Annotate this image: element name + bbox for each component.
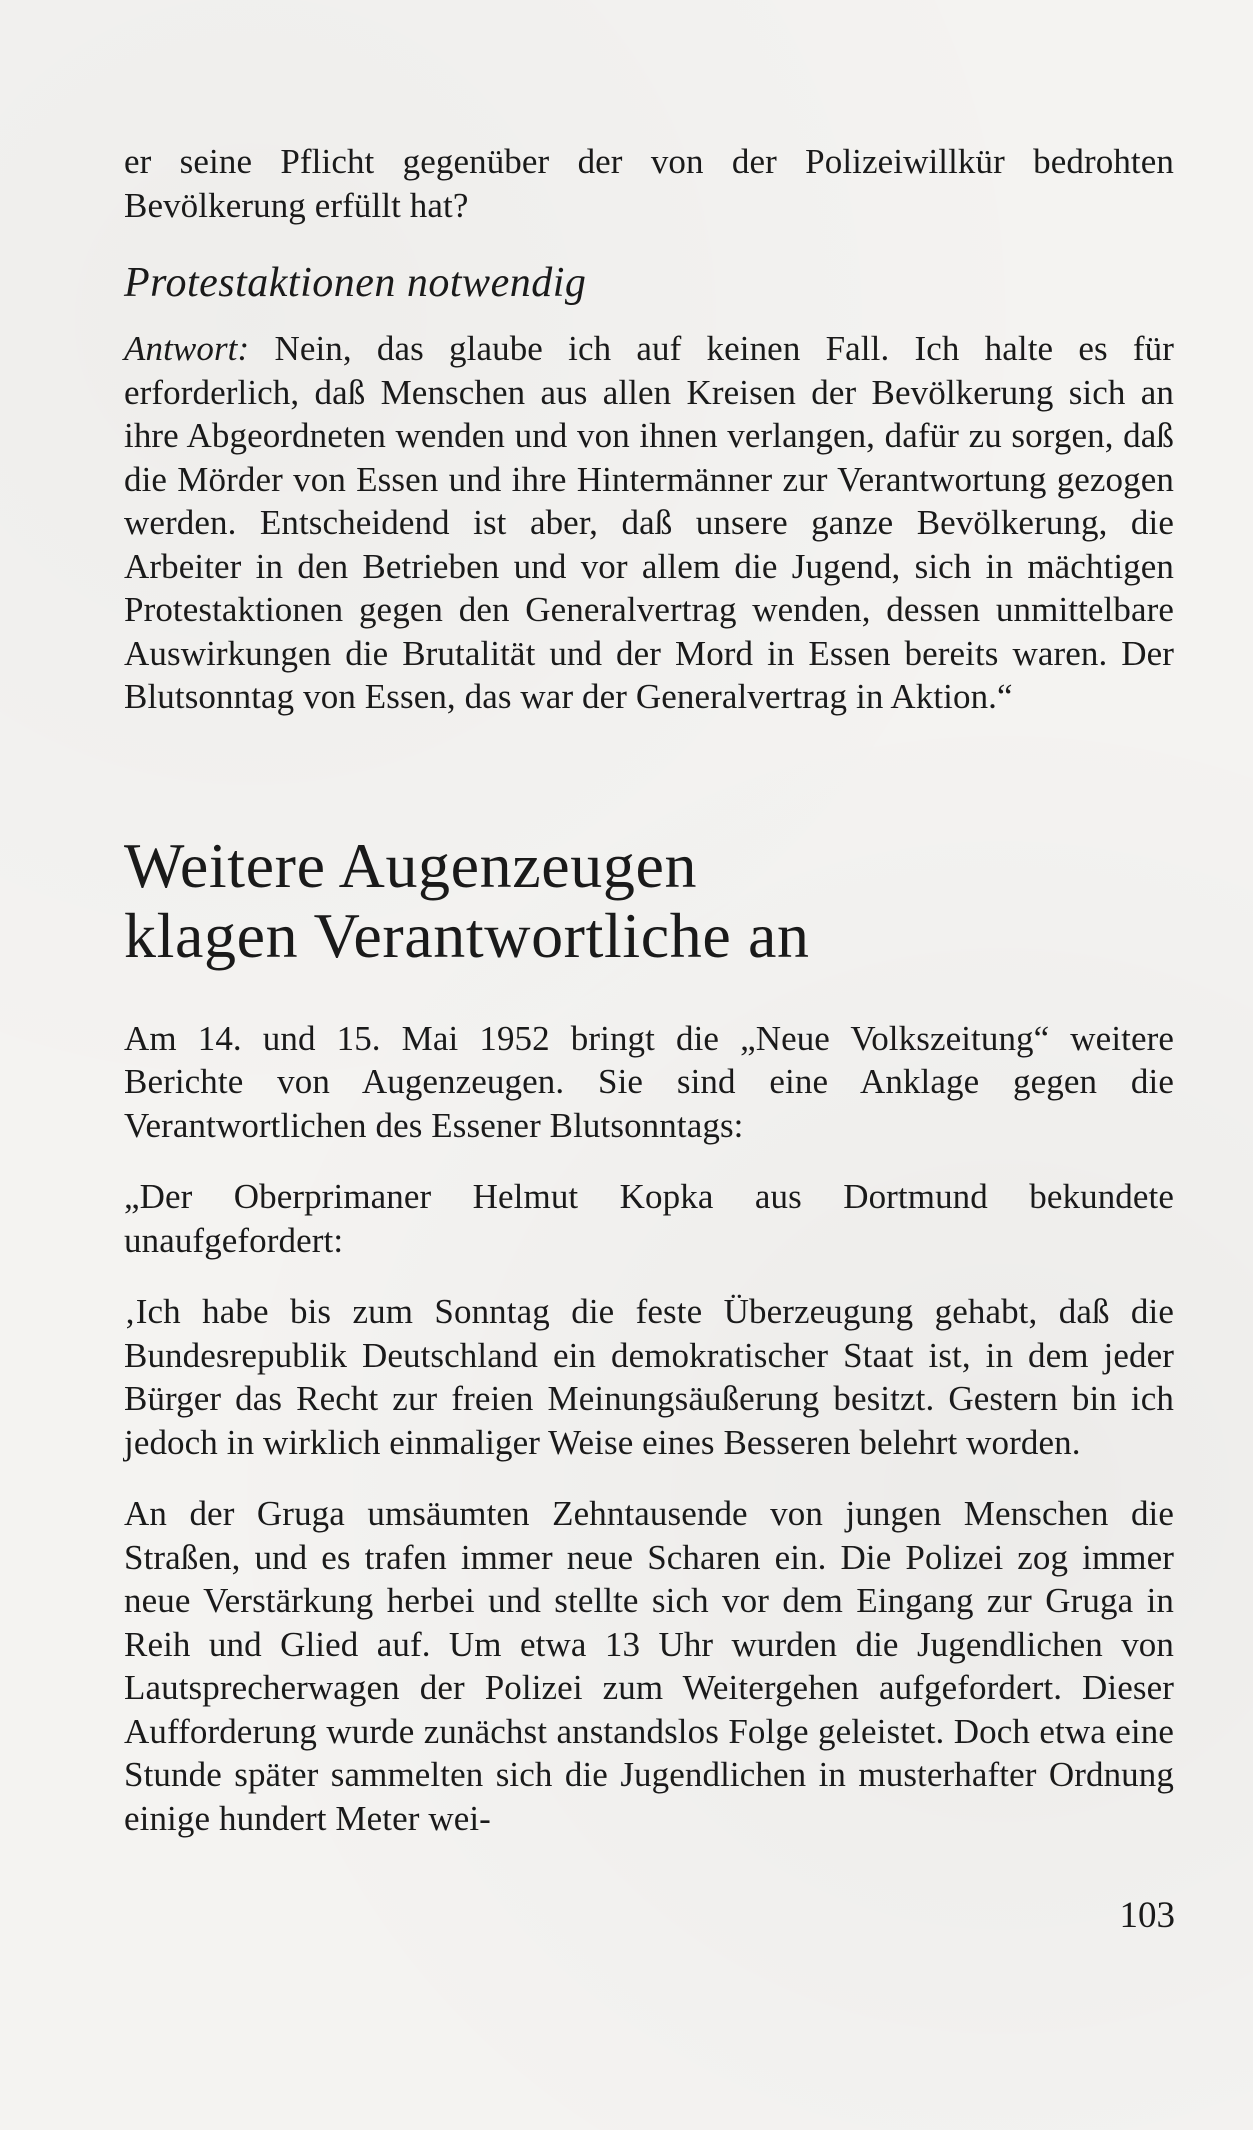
body-paragraph-2: „Der Oberprimaner Helmut Kopka aus Dortmund bekundete unaufgefordert: [124, 1177, 1174, 1260]
subheading: Protestaktionen notwendig [124, 260, 587, 306]
body-paragraph-3: ‚Ich habe bis zum Sonntag die feste Überzeugung gehabt, daß die Bundesrepublik Deutschland ein demokratischer Staat ist, in dem jeder Bürger das Recht zur freien Meinungsäußerung besitzt. Gestern bin ich jedoch in wirklich einmaliger Weise eines Besseren belehrt worden. [124, 1292, 1174, 1462]
section-title [124, 831, 1174, 971]
section-title-line-1: Weitere Augenzeugen [124, 829, 698, 901]
answer-text: Nein, das glaube ich auf keinen Fall. Ich halte es für erforderlich, daß Menschen aus allen Kreisen der Bevölkerung sich an ihre Abgeordneten wenden und von ihnen verlangen, dafür zu sorgen, daß die Mörder von Essen und ihre Hintermänner zur Verantwortung gezogen werden. Entscheidend ist aber, daß unsere ganze Bevölkerung, die Arbeiter in den Betrieben und vor allem die Jugend, sich in mächtigen Protestaktionen gegen den Generalvertrag wenden, dessen unmittelbare Auswirkungen die Brutalität und der Mord in Essen bereits waren. Der Blutsonntag von Essen, das war der Generalvertrag in Aktion.“ [124, 329, 1174, 716]
body-paragraph-1: Am 14. und 15. Mai 1952 bringt die „Neue Volkszeitung“ weitere Berichte von Augenzeugen. Sie sind eine Anklage gegen die Verantwortlichen des Essener Blutsonntags: [124, 1018, 1174, 1145]
intro-paragraph: er seine Pflicht gegenüber der von der Polizeiwillkür bedrohten Bevölkerung erfüllt hat? [124, 142, 1174, 225]
body-paragraph-4: An der Gruga umsäumten Zehntausende von jungen Menschen die Straßen, und es trafen immer neue Scharen ein. Die Polizei zog immer neue Verstärkung herbei und stellte sich vor dem Eingang zur Gruga in Reih und Glied auf. Um etwa 13 Uhr wurden die Jugendlichen von Lautsprecherwagen der Polizei zum Weitergehen aufgefordert. Dieser Aufforderung wurde zunächst anstandslos Folge geleistet. Doch etwa eine Stunde später sammelten sich die Jugendlichen in musterhafter Ordnung einige hundert Meter wei- [124, 1494, 1174, 1838]
section-title-line-2: klagen Verantwortliche an [124, 899, 810, 971]
answer-label: Antwort: [124, 329, 250, 368]
page-number: 103 [1119, 1895, 1175, 1936]
answer-paragraph [124, 327, 1174, 719]
text-column [124, 140, 1174, 1840]
